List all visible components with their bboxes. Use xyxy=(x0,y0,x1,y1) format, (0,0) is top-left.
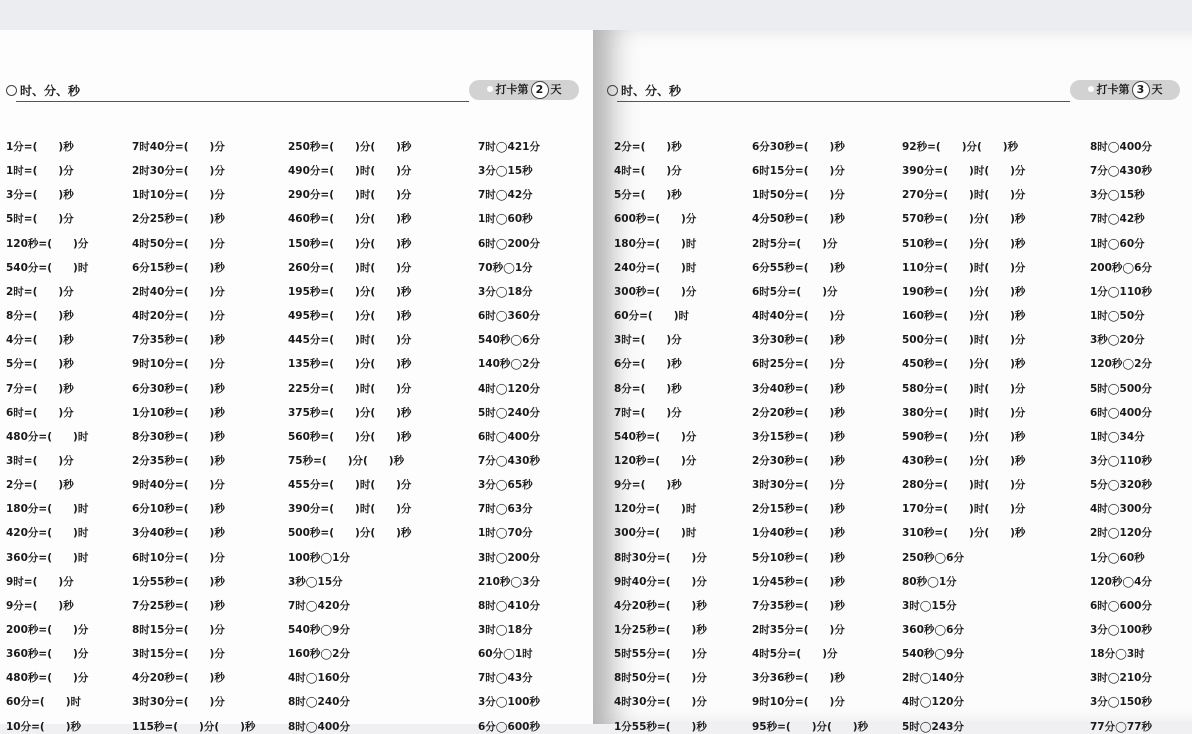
problem-item: 60分=( )时 xyxy=(6,696,82,709)
problem-item: 500分=( )时( )分 xyxy=(902,334,1026,347)
problem-item: 1时◯60秒 xyxy=(478,213,533,226)
pin-icon xyxy=(607,85,618,96)
problem-item: 430秒=( )分( )秒 xyxy=(902,454,1026,467)
problem-item: 2时5分=( )分 xyxy=(752,237,838,250)
problem-item: 560秒=( )分( )秒 xyxy=(288,430,412,443)
problem-item: 160秒◯2分 xyxy=(288,648,350,661)
problem-item: 6分30秒=( )秒 xyxy=(132,382,225,395)
problem-item: 5分10秒=( )秒 xyxy=(752,551,845,564)
problem-item: 4时◯120分 xyxy=(902,696,964,709)
problem-item: 375秒=( )分( )秒 xyxy=(288,406,412,419)
page-title xyxy=(6,82,80,99)
problem-item: 3秒◯20分 xyxy=(1090,334,1145,347)
problem-item: 95秒=( )分( )秒 xyxy=(752,720,869,733)
problem-item: 6分◯600秒 xyxy=(478,720,540,733)
problem-item: 120秒◯2分 xyxy=(1090,358,1152,371)
problem-item: 5时◯243分 xyxy=(902,720,964,733)
problem-item: 6分55秒=( )秒 xyxy=(752,261,845,274)
problem-item: 460秒=( )分( )秒 xyxy=(288,213,412,226)
problem-item: 7分◯430秒 xyxy=(478,454,540,467)
problem-item: 225分=( )时( )分 xyxy=(288,382,412,395)
problem-item: 4时40分=( )分 xyxy=(752,310,845,323)
problem-item: 75秒=( )分( )秒 xyxy=(288,454,405,467)
pin-icon xyxy=(6,85,17,96)
problem-item: 1时10分=( )分 xyxy=(132,189,225,202)
problem-item: 2分25秒=( )秒 xyxy=(132,213,225,226)
problem-item: 540秒=( )分 xyxy=(614,430,697,443)
header-rule xyxy=(617,101,1070,102)
problem-item: 9分=( )秒 xyxy=(6,599,74,612)
problem-item: 3分=( )秒 xyxy=(6,189,74,202)
problem-item: 3分◯15秒 xyxy=(1090,189,1145,202)
problem-item: 9时=( )分 xyxy=(6,575,74,588)
problem-item: 60分◯1时 xyxy=(478,648,533,661)
problem-item: 290分=( )时( )分 xyxy=(288,189,412,202)
problem-item: 6时25分=( )分 xyxy=(752,358,845,371)
problem-item: 200秒◯6分 xyxy=(1090,261,1152,274)
problem-item: 1时=( )分 xyxy=(6,165,74,178)
problem-item: 190秒=( )分( )秒 xyxy=(902,285,1026,298)
problem-item: 540秒◯9分 xyxy=(288,624,350,636)
problem-item: 5时=( )分 xyxy=(6,213,74,226)
badge-number: 3 xyxy=(1132,81,1150,99)
problem-item: 1分55秒=( )秒 xyxy=(132,575,225,588)
problem-item: 9时40分=( )分 xyxy=(132,479,225,492)
problem-item: 2时35分=( )分 xyxy=(752,624,845,636)
problem-item: 390分=( )时( )分 xyxy=(902,165,1026,178)
problem-item: 4时20分=( )分 xyxy=(132,310,225,323)
problem-item: 210秒◯3分 xyxy=(478,575,540,588)
problem-item: 7时◯42分 xyxy=(478,189,533,202)
problem-item: 110分=( )时( )分 xyxy=(902,261,1026,274)
problem-item: 380分=( )时( )分 xyxy=(902,406,1026,419)
problem-item: 9分=( )秒 xyxy=(614,479,682,492)
problem-item: 3分◯15秒 xyxy=(478,165,533,178)
worksheet-page-left xyxy=(0,30,593,733)
problem-item: 1分45秒=( )秒 xyxy=(752,575,845,588)
problem-item: 5分=( )秒 xyxy=(6,358,74,371)
problem-item: 115秒=( )分( )秒 xyxy=(132,720,256,733)
problem-item: 80秒◯1分 xyxy=(902,575,957,588)
problem-item: 4时30分=( )分 xyxy=(614,696,707,709)
problem-item: 6时10分=( )分 xyxy=(132,551,225,564)
problem-item: 60分=( )时 xyxy=(614,310,690,323)
problem-item: 180分=( )时 xyxy=(6,503,89,516)
problem-item: 9时10分=( )分 xyxy=(752,696,845,709)
problem-item: 1时◯60分 xyxy=(1090,237,1145,250)
problem-item: 7时=( )分 xyxy=(614,406,682,419)
problem-item: 480秒=( )分 xyxy=(6,672,89,685)
problem-item: 170分=( )时( )分 xyxy=(902,503,1026,516)
problem-item: 2分20秒=( )秒 xyxy=(752,406,845,419)
problem-item: 250秒◯6分 xyxy=(902,551,964,564)
problem-item: 3分30秒=( )秒 xyxy=(752,334,845,347)
problem-item: 3时=( )分 xyxy=(6,454,74,467)
problem-item: 2时30分=( )分 xyxy=(132,165,225,178)
problem-item: 3分15秒=( )秒 xyxy=(752,430,845,443)
page-title-text: 时、分、秒 xyxy=(20,84,81,98)
problem-item: 6时=( )分 xyxy=(6,406,74,419)
problem-item: 70秒◯1分 xyxy=(478,261,533,274)
problem-item: 3秒◯15分 xyxy=(288,575,343,588)
problem-item: 8时50分=( )分 xyxy=(614,672,707,685)
problem-item: 2分15秒=( )秒 xyxy=(752,503,845,516)
problem-item: 7分=( )秒 xyxy=(6,382,74,395)
problem-item: 77分◯77秒 xyxy=(1090,720,1152,733)
problem-item: 8分30秒=( )秒 xyxy=(132,430,225,443)
badge-dot-icon xyxy=(487,86,493,92)
problem-item: 9时40分=( )分 xyxy=(614,575,707,588)
problem-item: 195秒=( )分( )秒 xyxy=(288,285,412,298)
problem-item: 92秒=( )分( )秒 xyxy=(902,141,1019,153)
problem-item: 5时55分=( )分 xyxy=(614,648,707,661)
problem-item: 1时◯50分 xyxy=(1090,310,1145,323)
problem-item: 7分◯430秒 xyxy=(1090,165,1152,178)
problem-item: 240分=( )时 xyxy=(614,261,697,274)
problem-item: 3时15分=( )分 xyxy=(132,648,225,661)
badge-number: 2 xyxy=(531,81,549,99)
problem-item: 455分=( )时( )分 xyxy=(288,479,412,492)
problem-item: 8时◯410分 xyxy=(478,599,540,612)
problem-item: 2时◯120分 xyxy=(1090,527,1152,540)
problem-item: 6分=( )秒 xyxy=(614,358,682,371)
problem-item: 180分=( )时 xyxy=(614,237,697,250)
problem-item: 450秒=( )分( )秒 xyxy=(902,358,1026,371)
problem-item: 8分=( )秒 xyxy=(614,382,682,395)
badge-dot-icon xyxy=(1088,86,1094,92)
problem-item: 8时◯400分 xyxy=(288,720,350,733)
problem-item: 3分◯100秒 xyxy=(478,696,540,709)
problem-item: 140秒◯2分 xyxy=(478,358,540,371)
problem-item: 7分25秒=( )秒 xyxy=(132,599,225,612)
problem-item: 7时◯420分 xyxy=(288,599,350,612)
problem-item: 4分20秒=( )秒 xyxy=(614,599,707,612)
problem-item: 2分35秒=( )秒 xyxy=(132,454,225,467)
problem-item: 1分25秒=( )秒 xyxy=(614,624,707,636)
problem-item: 310秒=( )分( )秒 xyxy=(902,527,1026,540)
problem-item: 8时30分=( )分 xyxy=(614,551,707,564)
problem-item: 490分=( )时( )分 xyxy=(288,165,412,178)
problem-item: 3分◯65秒 xyxy=(478,479,533,492)
problem-item: 7时◯63分 xyxy=(478,503,533,516)
problem-item: 4时◯300分 xyxy=(1090,503,1152,516)
problem-item: 570秒=( )分( )秒 xyxy=(902,213,1026,226)
problem-item: 5时◯240分 xyxy=(478,406,540,419)
problem-item: 270分=( )时( )分 xyxy=(902,189,1026,202)
problem-item: 3时30分=( )分 xyxy=(752,479,845,492)
problem-item: 3分40秒=( )秒 xyxy=(752,382,845,395)
problem-item: 2分=( )秒 xyxy=(6,479,74,492)
problem-item: 3分◯110秒 xyxy=(1090,454,1152,467)
header-rule xyxy=(16,101,469,102)
problem-item: 18分◯3时 xyxy=(1090,648,1145,661)
problem-item: 1分◯60秒 xyxy=(1090,551,1145,564)
problem-item: 4时◯120分 xyxy=(478,382,540,395)
badge-before: 打卡第 xyxy=(495,83,529,96)
problem-item: 4时=( )分 xyxy=(614,165,682,178)
problem-item: 10分=( )秒 xyxy=(6,720,82,733)
problem-item: 1分=( )秒 xyxy=(6,141,74,153)
problem-item: 120秒=( )分 xyxy=(6,237,89,250)
problem-item: 1分10秒=( )秒 xyxy=(132,406,225,419)
problem-item: 510秒=( )分( )秒 xyxy=(902,237,1026,250)
problem-item: 495秒=( )分( )秒 xyxy=(288,310,412,323)
problem-item: 7时◯421分 xyxy=(478,141,540,153)
problem-item: 280分=( )时( )分 xyxy=(902,479,1026,492)
problem-item: 4时5分=( )分 xyxy=(752,648,838,661)
problem-item: 2时40分=( )分 xyxy=(132,285,225,298)
problem-item: 6分30秒=( )秒 xyxy=(752,141,845,153)
problem-item: 200秒=( )分 xyxy=(6,624,89,636)
problem-item: 300秒=( )分 xyxy=(614,285,697,298)
problem-item: 6时◯400分 xyxy=(478,430,540,443)
problem-item: 3时◯15分 xyxy=(902,599,957,612)
problem-item: 8时15分=( )分 xyxy=(132,624,225,636)
problem-item: 160秒=( )分( )秒 xyxy=(902,310,1026,323)
badge-after: 天 xyxy=(550,83,562,96)
badge-after: 天 xyxy=(1151,83,1163,96)
problem-item: 540分=( )时 xyxy=(6,261,89,274)
problem-item: 135秒=( )分( )秒 xyxy=(288,358,412,371)
problem-item: 5时◯500分 xyxy=(1090,382,1152,395)
problem-item: 360秒◯6分 xyxy=(902,624,964,636)
problem-item: 300分=( )时 xyxy=(614,527,697,540)
problem-item: 3分◯100秒 xyxy=(1090,624,1152,636)
problem-item: 4时◯160分 xyxy=(288,672,350,685)
problem-item: 3时◯210分 xyxy=(1090,672,1152,685)
problem-item: 540秒◯6分 xyxy=(478,334,540,347)
problem-item: 6时5分=( )分 xyxy=(752,285,838,298)
problem-item: 4分20秒=( )秒 xyxy=(132,672,225,685)
problem-item: 2分30秒=( )秒 xyxy=(752,454,845,467)
problem-item: 3时30分=( )分 xyxy=(132,696,225,709)
problem-item: 600秒=( )分 xyxy=(614,213,697,226)
top-margin xyxy=(0,0,1192,30)
problem-item: 150秒=( )分( )秒 xyxy=(288,237,412,250)
problem-item: 360分=( )时 xyxy=(6,551,89,564)
problem-item: 360秒=( )分 xyxy=(6,648,89,661)
problem-item: 540秒◯9分 xyxy=(902,648,964,661)
problem-item: 9时10分=( )分 xyxy=(132,358,225,371)
problem-item: 260分=( )时( )分 xyxy=(288,261,412,274)
problem-item: 3分36秒=( )秒 xyxy=(752,672,845,685)
problem-item: 4分50秒=( )秒 xyxy=(752,213,845,226)
problem-item: 100秒◯1分 xyxy=(288,551,350,564)
problem-item: 2时=( )分 xyxy=(6,285,74,298)
page-title-text: 时、分、秒 xyxy=(621,84,682,98)
checkin-badge xyxy=(469,80,579,100)
checkin-badge xyxy=(1070,80,1180,100)
problem-item: 120分=( )时 xyxy=(614,503,697,516)
problem-item: 1分◯110秒 xyxy=(1090,285,1152,298)
problem-item: 390分=( )时( )分 xyxy=(288,503,412,516)
problem-item: 580分=( )时( )分 xyxy=(902,382,1026,395)
problem-item: 3分40秒=( )秒 xyxy=(132,527,225,540)
problem-item: 7时40分=( )分 xyxy=(132,141,225,153)
problem-item: 250秒=( )分( )秒 xyxy=(288,141,412,153)
problem-item: 5分◯320秒 xyxy=(1090,479,1152,492)
problem-item: 6分15秒=( )秒 xyxy=(132,261,225,274)
problem-item: 120秒=( )分 xyxy=(614,454,697,467)
problem-item: 500秒=( )分( )秒 xyxy=(288,527,412,540)
problem-item: 6时15分=( )分 xyxy=(752,165,845,178)
problem-item: 2时◯140分 xyxy=(902,672,964,685)
problem-item: 1时◯70分 xyxy=(478,527,533,540)
problem-item: 1分55秒=( )秒 xyxy=(614,720,707,733)
problem-item: 6时◯200分 xyxy=(478,237,540,250)
problem-item: 445分=( )时( )分 xyxy=(288,334,412,347)
problem-item: 3时◯18分 xyxy=(478,624,533,636)
problem-item: 7分35秒=( )秒 xyxy=(752,599,845,612)
problem-item: 3分◯18分 xyxy=(478,285,533,298)
problem-item: 6时◯360分 xyxy=(478,310,540,323)
problem-item: 6分10秒=( )秒 xyxy=(132,503,225,516)
problem-item: 590秒=( )分( )秒 xyxy=(902,430,1026,443)
worksheet-page-right xyxy=(593,30,1192,733)
problem-item: 4分=( )秒 xyxy=(6,334,74,347)
problem-item: 3时=( )分 xyxy=(614,334,682,347)
problem-item: 3时◯200分 xyxy=(478,551,540,564)
badge-before: 打卡第 xyxy=(1096,83,1130,96)
page-title xyxy=(607,82,681,99)
problem-item: 1时50分=( )分 xyxy=(752,189,845,202)
problem-item: 7时◯42秒 xyxy=(1090,213,1145,226)
page-header xyxy=(6,80,579,104)
problem-item: 7时◯43分 xyxy=(478,672,533,685)
problem-item: 480分=( )时 xyxy=(6,430,89,443)
problem-item: 7分35秒=( )秒 xyxy=(132,334,225,347)
problem-item: 120秒◯4分 xyxy=(1090,575,1152,588)
problem-item: 6时◯400分 xyxy=(1090,406,1152,419)
problem-item: 6时◯600分 xyxy=(1090,599,1152,612)
problem-item: 1分40秒=( )秒 xyxy=(752,527,845,540)
problem-item: 5分=( )秒 xyxy=(614,189,682,202)
problem-item: 3分◯150秒 xyxy=(1090,696,1152,709)
problem-item: 8时◯240分 xyxy=(288,696,350,709)
page-header xyxy=(607,80,1180,104)
problem-item: 8时◯400分 xyxy=(1090,141,1152,153)
problem-item: 8分=( )秒 xyxy=(6,310,74,323)
problem-item: 2分=( )秒 xyxy=(614,141,682,153)
problem-item: 4时50分=( )分 xyxy=(132,237,225,250)
problem-item: 420分=( )时 xyxy=(6,527,89,540)
problem-item: 1时◯34分 xyxy=(1090,430,1145,443)
